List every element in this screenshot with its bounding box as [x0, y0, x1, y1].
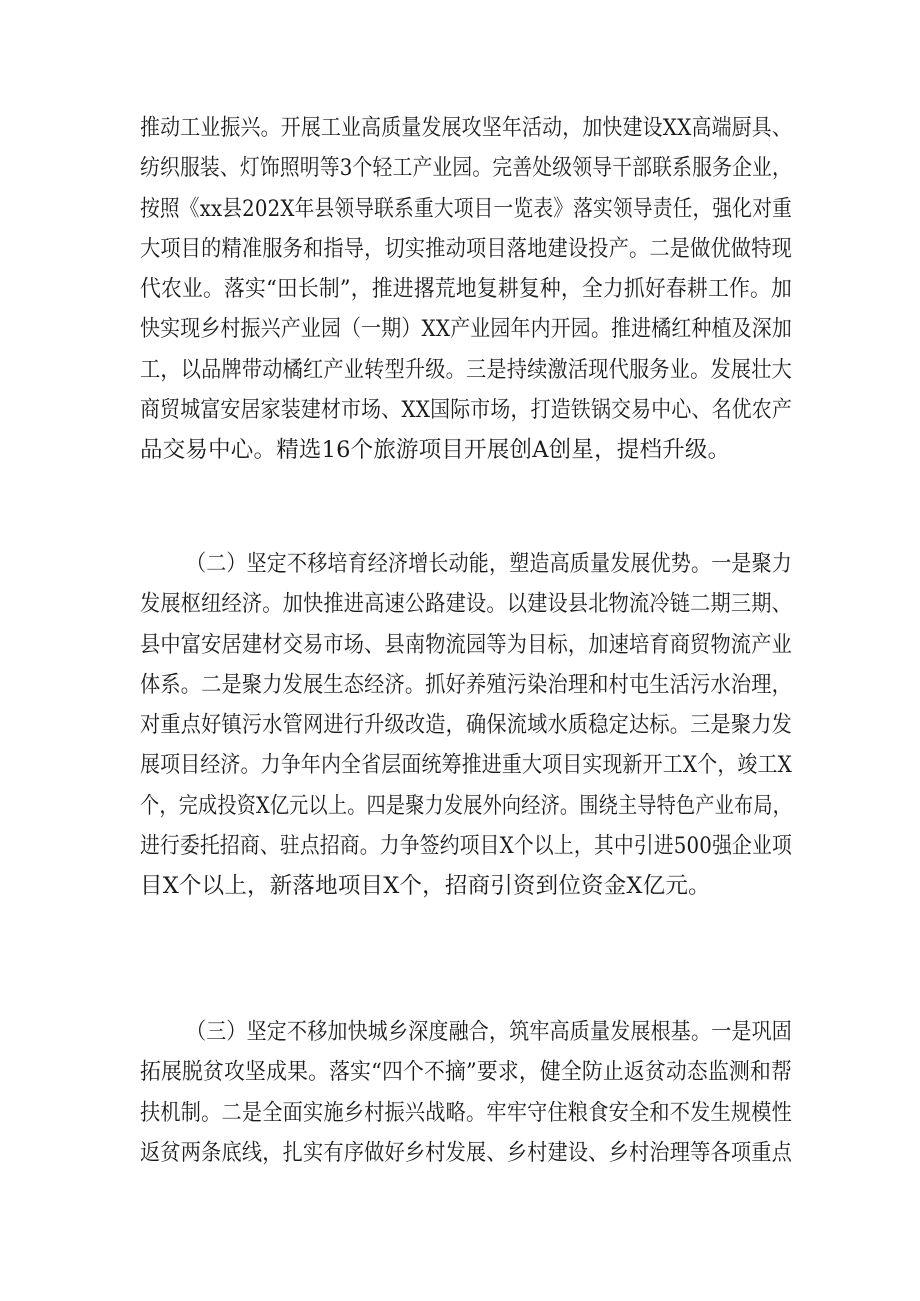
text-line: 工，以品牌带动橘红产业转型升级。三是持续激活现代服务业。发展壮大 — [140, 356, 792, 383]
text-line: 对重点好镇污水管网进行升级改造，确保流域水质稳定达标。三是聚力发 — [140, 712, 792, 739]
text-line: 返贫两条底线，扎实有序做好乡村发展、乡村建设、乡村治理等各项重点 — [140, 1139, 792, 1166]
text-line: 目X个以上，新落地项目X个，招商引资到位资金X亿元。 — [140, 873, 711, 900]
text-line: 展项目经济。力争年内全省层面统筹推进重大项目实现新开工X个，竣工X — [140, 752, 792, 779]
text-line: 品交易中心。精选16个旅游项目开展创A创星，提档升级。 — [140, 437, 731, 464]
text-line: 纺织服装、灯饰照明等3个轻工产业园。完善处级领导干部联系服务企业， — [140, 155, 792, 182]
paragraph-2 — [140, 544, 792, 907]
text-line: 体系。二是聚力发展生态经济。抓好养殖污染治理和村屯生活污水治理， — [140, 671, 792, 698]
text-line: 大项目的精准服务和指导，切实推动项目落地建设投产。二是做优做特现 — [140, 235, 792, 262]
text-line: 按照《xx县202X年县领导联系重大项目一览表》落实领导责任，强化对重 — [140, 195, 792, 222]
text-line: （三）坚定不移加快城乡深度融合，筑牢高质量发展根基。一是巩固 — [186, 1019, 792, 1045]
text-line: 县中富安居建材交易市场、县南物流园等为目标，加速培育商贸物流产业 — [140, 631, 792, 658]
paragraph-1 — [140, 108, 792, 471]
text-line: 快实现乡村振兴产业园（一期）XX产业园年内开园。推进橘红种植及深加 — [140, 316, 792, 343]
text-line: 商贸城富安居家装建材市场、XX国际市场，打造铁锅交易中心、名优农产 — [140, 397, 792, 424]
text-line: 个，完成投资X亿元以上。四是聚力发展外向经济。围绕主导特色产业布局， — [140, 792, 792, 819]
text-line: 进行委托招商、驻点招商。力争签约项目X个以上，其中引进500强企业项 — [140, 833, 792, 860]
paragraph-3 — [140, 1012, 792, 1173]
text-line: （二）坚定不移培育经济增长动能，塑造高质量发展优势。一是聚力 — [186, 551, 792, 577]
text-line: 扶机制。二是全面实施乡村振兴战略。牢牢守住粮食安全和不发生规模性 — [140, 1099, 792, 1126]
text-line: 推动工业振兴。开展工业高质量发展攻坚年活动，加快建设XX高端厨具、 — [140, 115, 792, 141]
text-line: 拓展脱贫攻坚成果。落实“四个不摘”要求，健全防止返贫动态监测和帮 — [140, 1059, 792, 1086]
text-line: 发展枢纽经济。加快推进高速公路建设。以建设县北物流冷链二期三期、 — [140, 591, 792, 618]
text-line: 代农业。落实“田长制”，推进撂荒地复耕复种，全力抓好春耕工作。加 — [140, 276, 792, 303]
